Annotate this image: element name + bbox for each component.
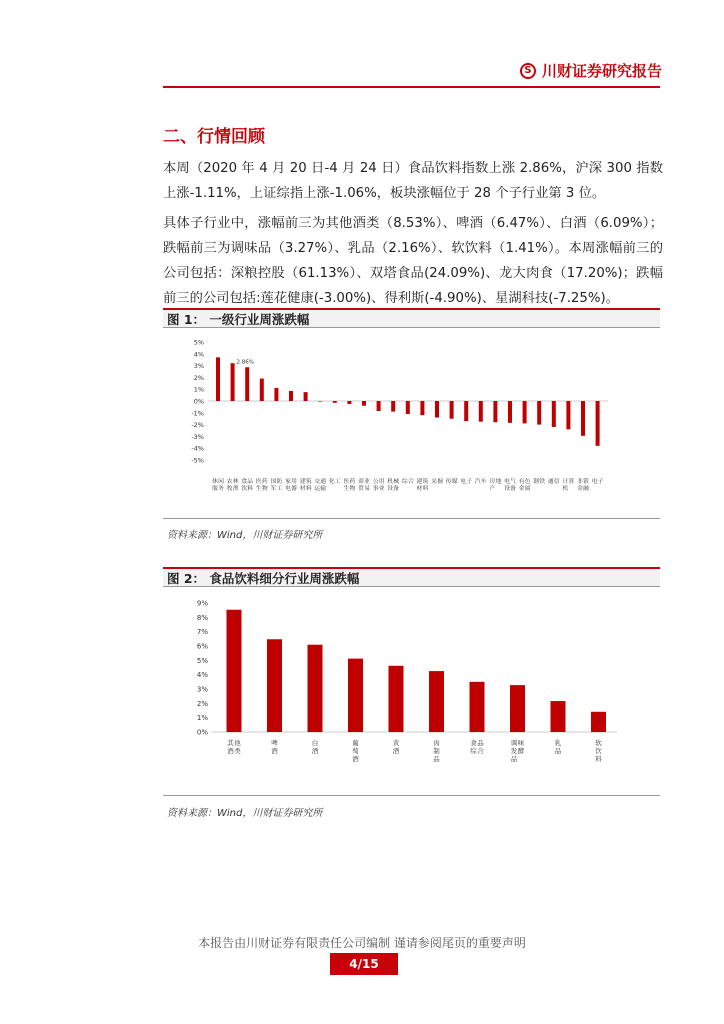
chart2-xtick-label: 调味发酵品 <box>510 739 525 763</box>
chart1-bar <box>523 401 527 423</box>
chart2 <box>163 589 660 795</box>
paragraph-1-text: 本周（2020 年 4 月 20 日-4 月 24 日）食品饮料指数上涨 2.86%，沪深 300 指数上涨-1.11%，上证综指上涨-1.06%，板块涨幅位于 28 个子行业第 3 位。 <box>163 161 663 201</box>
figure2-title: 图 2： 食品饮料细分行业周涨跌幅 <box>167 571 360 586</box>
brand-name: 川财证券研究报告 <box>541 62 662 80</box>
chart1-xtick-label: 通信 <box>547 479 560 485</box>
chart1-bar <box>435 401 439 418</box>
chart1-xtick-label: 建筑材料 <box>416 479 429 492</box>
chart1-xtick-label: 电气设备 <box>504 479 516 492</box>
chart2-bar <box>227 610 242 732</box>
chart1-xtick-label: 国防军工 <box>270 479 283 492</box>
figure2-title-bar <box>163 567 660 587</box>
chart2-bar <box>510 685 525 732</box>
chart2-bar <box>551 701 566 732</box>
chart1-bar <box>508 401 512 423</box>
chart2-ytick-label: 7% <box>196 628 208 637</box>
chart1-xtick-label: 有色金属 <box>518 479 531 492</box>
figure1-box <box>163 330 660 519</box>
chart1-xtick-label: 非银金融 <box>577 479 589 492</box>
chart2-ytick-label: 2% <box>196 699 208 708</box>
chart2-xtick-label: 食品综合 <box>470 739 484 755</box>
chart1 <box>163 330 660 518</box>
chart1-xtick-label: 商业贸易 <box>358 479 370 492</box>
chart1-xtick-label: 医药生物 <box>255 479 268 492</box>
chart2-ytick-label: 4% <box>196 671 208 680</box>
chart1-data-label: 2.86% <box>236 359 254 366</box>
chart1-xtick-label: 汽车 <box>474 479 487 485</box>
chart1-xtick-label: 采掘 <box>431 479 443 485</box>
chart1-bar <box>406 401 410 414</box>
chart2-bar <box>348 659 363 732</box>
chart1-bar <box>347 401 351 404</box>
chart1-xtick-label: 综合 <box>401 479 414 485</box>
chart2-bar <box>308 645 323 732</box>
chart1-bar <box>333 401 337 403</box>
chart1-xtick-label: 食品饮料 <box>241 479 254 492</box>
footer-disclaimer: 本报告由川财证券有限责任公司编制 谨请参阅尾页的重要声明 <box>198 936 526 950</box>
chart1-xtick-label: 休闲服务 <box>212 479 224 492</box>
brand-logo-icon: S <box>520 63 536 79</box>
chart1-bar <box>596 401 600 446</box>
figure1-title-bar <box>163 308 660 328</box>
chart1-bar <box>216 357 220 401</box>
chart1-xtick-label: 农林牧渔 <box>226 479 239 492</box>
chart1-bar <box>304 392 308 401</box>
chart1-xtick-label: 传媒 <box>445 479 458 485</box>
chart2-ytick-label: 0% <box>196 728 208 737</box>
chart2-xtick-label: 乳品 <box>554 739 562 755</box>
page-number: 4/15 <box>330 953 398 975</box>
chart2-ytick-label: 6% <box>196 642 208 651</box>
chart1-ytick-label: -4% <box>191 444 204 453</box>
chart1-xtick-label: 医药生物 <box>343 479 356 492</box>
chart1-bar <box>464 401 468 421</box>
chart2-ytick-label: 5% <box>196 656 208 665</box>
chart1-xtick-label: 建筑材料 <box>299 479 312 492</box>
chart1-ytick-label: 1% <box>193 385 204 394</box>
chart1-xtick-label: 交通运输 <box>314 479 327 492</box>
chart1-ytick-label: 2% <box>193 373 204 382</box>
chart1-ytick-label: 3% <box>193 362 204 371</box>
figure1-title: 图 1： 一级行业周涨跌幅 <box>167 312 310 327</box>
chart1-ytick-label: -3% <box>191 432 204 441</box>
chart1-bar <box>231 363 235 401</box>
figure1-source: 资料来源：Wind，川财证券研究所 <box>167 530 323 541</box>
chart1-bar <box>493 401 497 422</box>
chart1-ytick-label: 4% <box>193 350 204 359</box>
chart2-xtick-label: 其他酒类 <box>227 739 241 755</box>
chart1-xtick-label: 房地产 <box>489 479 502 492</box>
chart2-ytick-label: 1% <box>196 714 208 723</box>
paragraph-2-text: 具体子行业中，涨幅前三为其他酒类（8.53%）、啤酒（6.47%）、白酒（6.09%）；跌幅前三为调味品（3.27%）、乳品（2.16%）、软饮料（1.41%）。本周涨幅前三的公司包括：深粮控股（61.13%）、双塔食品(24.09%)、龙大肉食（17.20%)；跌幅前三的公司包括:莲花健康(-3.00%)、得利斯(-4.90%)、星湖科技(-7.25%)。 <box>163 216 663 306</box>
chart1-bar <box>552 401 556 427</box>
chart1-bar <box>362 401 366 406</box>
chart1-bar <box>479 401 483 422</box>
chart1-ytick-label: 5% <box>193 338 204 347</box>
chart1-xtick-label: 电子 <box>591 479 604 485</box>
chart1-bar <box>450 401 454 419</box>
chart2-xtick-label: 肉制品 <box>433 739 440 763</box>
paragraph-2 <box>163 211 663 311</box>
chart1-xtick-label: 公用事业 <box>372 479 385 492</box>
chart2-xtick-label: 啤酒 <box>271 739 278 755</box>
chart1-bar <box>420 401 424 415</box>
chart1-ytick-label: -5% <box>191 456 204 465</box>
figure2-box <box>163 589 660 796</box>
chart1-bar <box>260 379 264 401</box>
chart1-xtick-label: 计算机 <box>562 479 575 492</box>
chart2-bar <box>389 666 404 732</box>
chart1-bar <box>289 391 293 401</box>
chart2-ytick-label: 8% <box>196 613 208 622</box>
chart1-ytick-label: -1% <box>191 409 204 418</box>
chart1-bar <box>274 388 278 401</box>
chart1-bar <box>566 401 570 429</box>
chart2-xtick-label: 白酒 <box>311 739 319 755</box>
chart1-ytick-label: -2% <box>191 421 204 430</box>
chart2-ytick-label: 9% <box>196 599 208 608</box>
chart2-bar <box>591 712 606 732</box>
chart2-xtick-label: 黄酒 <box>392 739 400 755</box>
chart1-ytick-label: 0% <box>193 397 204 406</box>
chart2-bar <box>429 671 444 732</box>
chart2-ytick-label: 3% <box>196 685 208 694</box>
chart1-bar <box>581 401 585 436</box>
chart2-bar <box>267 639 282 732</box>
chart1-xtick-label: 电子 <box>460 479 473 485</box>
chart1-bar <box>377 401 381 411</box>
chart2-xtick-label: 葡萄酒 <box>352 739 359 763</box>
header-rule <box>163 86 660 88</box>
brand-header <box>520 60 662 81</box>
chart2-bar <box>470 682 485 732</box>
chart1-xtick-label: 家用电器 <box>285 479 297 492</box>
chart1-bar <box>245 367 249 401</box>
chart1-xtick-label: 机械设备 <box>387 479 400 492</box>
chart1-bar <box>537 401 541 425</box>
chart1-bar <box>391 401 395 412</box>
chart1-xtick-label: 化工 <box>328 479 341 485</box>
paragraph-1 <box>163 156 663 206</box>
chart1-bar <box>318 401 322 402</box>
figure2-source: 资料来源：Wind，川财证券研究所 <box>167 808 323 819</box>
section-title: 二、行情回顾 <box>163 127 265 147</box>
chart2-xtick-label: 软饮料 <box>595 739 602 763</box>
chart1-xtick-label: 钢铁 <box>533 479 546 485</box>
